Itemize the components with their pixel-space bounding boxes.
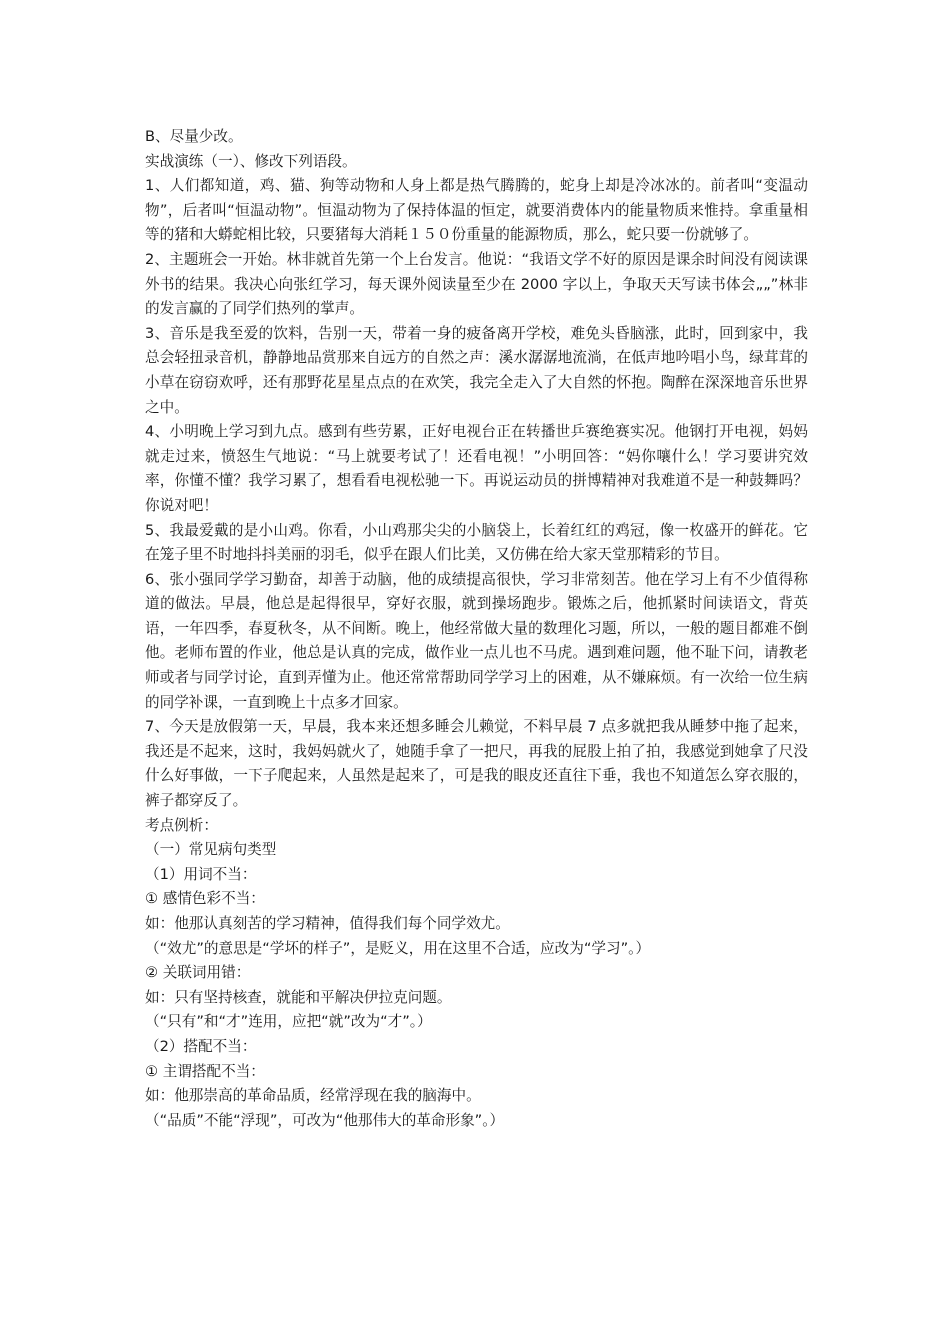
analysis-line: ① 主谓搭配不当： <box>145 1062 265 1080</box>
analysis-example: 如：只有坚持核查，就能和平解决伊拉克问题。 <box>145 988 452 1006</box>
intro-line: B、尽量少改。 <box>145 128 243 145</box>
analysis-line: （1）用词不当： <box>145 865 257 883</box>
analysis-note: （“只有”和“才”连用，应把“就”改为“才”。） <box>145 1013 432 1031</box>
analysis-line: ② 关联词用错： <box>145 964 251 982</box>
exercise-paragraph: 3、音乐是我至爱的饮料，告别一天，带着一身的疲备离开学校，难免头昏脑涨，此时，回到家中，我总会轻扭录音机，静静地品赏那来自远方的自然之声：溪水潺潺地流淌，在低声地吟唱小鸟，绿茸茸的小草在窃窃欢呼，还有那野花星星点点的在欢笑，我完全走入了大自然的怀抱。陶醉在深深地音乐世界之中。 <box>145 324 808 416</box>
analysis-line: （一）常见病句类型 <box>145 841 277 859</box>
analysis-note: （“品质”不能“浮现”，可改为“他那伟大的革命形象”。） <box>145 1111 505 1129</box>
exercise-paragraph: 4、小明晚上学习到九点。感到有些劳累，正好电视台正在转播世乒赛绝赛实况。他钢打开电视，妈妈就走过来，愤怒生气地说：“马上就要考试了！还看电视！”小明回答：“妈你嚷什么！学习要讲究效率，你懂不懂？我学习累了，想看看电视松驰一下。再说运动员的拼博精神对我难道不是一种鼓舞吗？你说对吧！ <box>145 423 808 514</box>
analysis-heading: 考点例析： <box>145 816 218 834</box>
analysis-line: （2）搭配不当： <box>145 1037 257 1055</box>
analysis-example: 如：他那崇高的革命品质，经常浮现在我的脑海中。 <box>145 1087 481 1105</box>
exercise-paragraph: 7、今天是放假第一天，早晨，我本来还想多睡会儿赖觉，不料早晨 7 点多就把我从睡梦中拖了起来，我还是不起来，这时，我妈妈就火了，她随手拿了一把尺，再我的屁股上拍了拍，我感觉到她拿了尺没什么好事做，一下子爬起来，人虽然是起来了，可是我的眼皮还直往下垂，我也不知道怎么穿衣服的，裤子都穿反了。 <box>145 718 808 810</box>
exercise-paragraph: 6、张小强同学学习勤奋，却善于动脑，他的成绩提高很快，学习非常刻苦。他在学习上有不少值得称道的做法。早晨，他总是起得很早，穿好衣服，就到操场跑步。锻炼之后，他抓紧时间读语文，背英语，一年四季，春夏秋冬，从不间断。晚上，他经常做大量的数理化习题，所以，一般的题目都难不倒他。老师布置的作业，他总是认真的完成，做作业一点儿也不马虎。遇到难问题，他不耻下问，请教老师或者与同学讨论，直到弄懂为止。他还常常帮助同学学习上的困难，从不嫌麻烦。有一次给一位生病的同学补课，一直到晚上十点多才回家。 <box>145 570 808 711</box>
analysis-example: 如：他那认真刻苦的学习精神，值得我们每个同学效尤。 <box>145 915 510 932</box>
analysis-line: ① 感情色彩不当： <box>145 890 265 908</box>
exercise-paragraph: 2、主题班会一开始。林非就首先第一个上台发言。他说：“我语文学不好的原因是课余时间没有阅读课外书的结果。我决心向张红学习，每天课外阅读量至少在 2000 字以上，争取天天写读书体会„„”林非的发言赢的了同学们热列的掌声。 <box>145 250 808 318</box>
exercise-paragraph: 5、我最爱戴的是小山鸡。你看，小山鸡那尖尖的小脑袋上，长着红红的鸡冠，像一枚盛开的鲜花。它在笼子里不时地抖抖美丽的羽毛，似乎在跟人们比美，又仿佛在给大家天堂那精彩的节目。 <box>145 521 808 564</box>
analysis-note: （“效尤”的意思是“学坏的样子”，是贬义，用在这里不合适，应改为“学习”。） <box>145 939 651 957</box>
document-page <box>145 125 808 1133</box>
section-heading: 实战演练（一）、修改下列语段。 <box>145 152 357 170</box>
exercise-paragraph: 1、人们都知道，鸡、猫、狗等动物和人身上都是热气腾腾的，蛇身上却是冷冰冰的。前者叫“变温动物”，后者叫“恒温动物”。恒温动物为了保持体温的恒定，就要消费体内的能量物质来惟持。拿重量相等的猪和大蟒蛇相比较，只要猪每大消耗１５０份重量的能源物质，那么，蛇只要一份就够了。 <box>145 177 808 244</box>
